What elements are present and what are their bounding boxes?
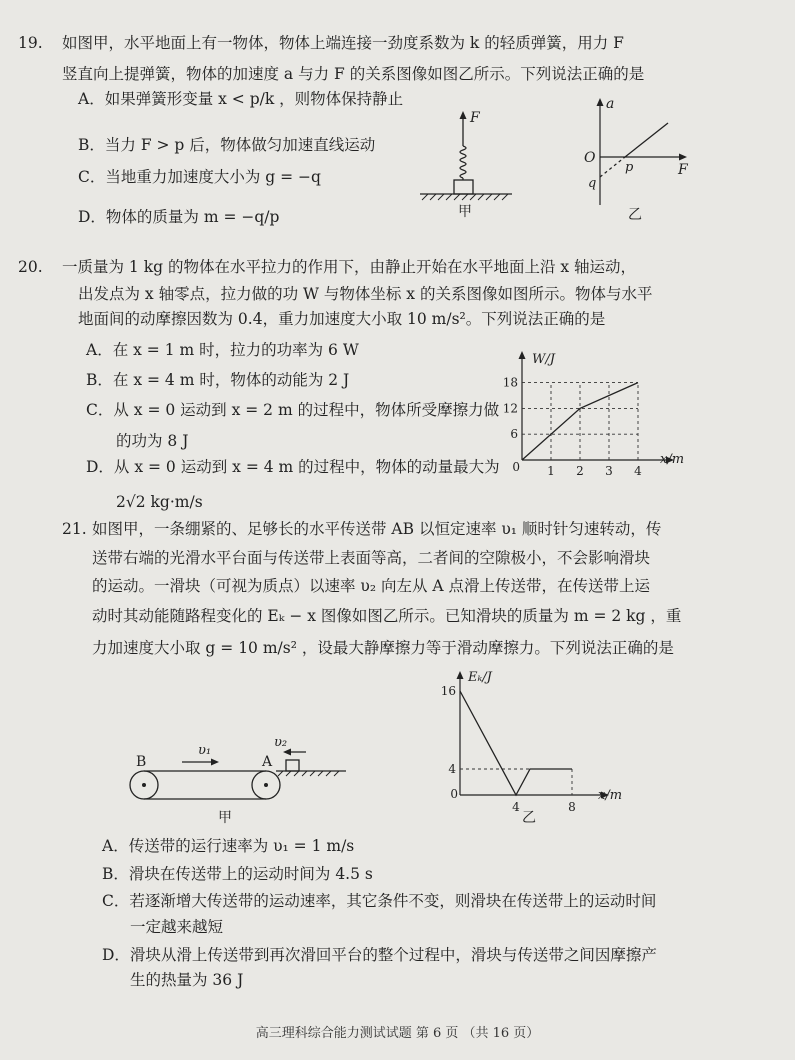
q20-stem-line2: 出发点为 x 轴零点，拉力做的功 W 与物体坐标 x 的关系图像如图所示。物体与水平 [78, 285, 653, 303]
slider-block-icon [286, 760, 299, 771]
p-label: p [625, 160, 634, 175]
q21-stem-line2: 送带右端的光滑水平台面与传送带上表面等高，二者间的空隙极小，不会影响滑块 [92, 549, 651, 567]
fig-caption-yi: 乙 [628, 207, 642, 223]
v1-arrow-icon [211, 759, 219, 766]
q19-fig-aF-graph [570, 95, 695, 225]
label-b: B [136, 754, 147, 770]
q21-series-line [460, 691, 572, 795]
q19-option-c: C．当地重力加速度大小为 g = −q [78, 168, 321, 186]
q21-stem-line4: 动时其动能随路程变化的 Eₖ − x 图像如图乙所示。已知滑块的质量为 m = 2 kg ，重 [92, 607, 682, 625]
q21-stem-line3: 的运动。一滑块（可视为质点）以速率 υ₂ 向左从 A 点滑上传送带，在传送带上运 [92, 577, 651, 595]
q21-xtick-label: 8 [568, 800, 576, 814]
q20-option-c: C．从 x = 0 运动到 x = 2 m 的过程中，物体所受摩擦力做 [86, 401, 500, 419]
q21-chart [438, 665, 638, 825]
q21-option-d-cont: 生的热量为 36 J [130, 971, 244, 989]
q21-fig-conveyor [126, 730, 356, 825]
q19-option-b: B．当力 F > p 后，物体做匀加速直线运动 [78, 136, 376, 154]
svg-text:0: 0 [450, 787, 458, 801]
q20-option-d: D．从 x = 0 运动到 x = 4 m 的过程中，物体的动量最大为 [86, 458, 500, 476]
q20-stem-line1: 一质量为 1 kg 的物体在水平拉力的作用下，由静止开始在水平地面上沿 x 轴运动， [62, 258, 637, 276]
q20-xtick-label: 1 [547, 464, 555, 478]
label-v2: υ₂ [274, 735, 288, 750]
q21-stem-line5: 力加速度大小取 g = 10 m/s² ，设最大静摩擦力等于滑动摩擦力。下列说法正确的是 [92, 639, 674, 657]
label-v1: υ₁ [198, 743, 212, 758]
axis-F-label: F [678, 162, 688, 178]
q21-ylabel: Eₖ/J [468, 670, 492, 685]
label-a: A [262, 754, 273, 770]
fig-caption-jia: 甲 [458, 204, 472, 220]
q20-option-c-cont: 的功为 8 J [116, 432, 189, 450]
q20-xtick-label: 3 [605, 464, 613, 478]
force-arrow-icon [460, 111, 467, 119]
q20-chart [498, 345, 698, 478]
q19-stem-line2: 竖直向上提弹簧，物体的加速度 a 与力 F 的关系图像如图乙所示。下列说法正确的是 [62, 65, 645, 83]
q21-option-b: B．滑块在传送带上的运动时间为 4.5 s [102, 865, 373, 883]
q21-stem-line1: 如图甲，一条绷紧的、足够长的水平传送带 AB 以恒定速率 υ₁ 顺时针匀速转动，传 [92, 520, 662, 538]
q19-option-a: A．如果弹簧形变量 x < p/k ，则物体保持静止 [78, 90, 404, 108]
q21-option-c: C．若逐渐增大传送带的运动速率，其它条件不变，则滑块在传送带上的运动时间 [102, 892, 657, 910]
q20-ytick-label: 12 [502, 401, 518, 416]
q21-caption-jia: 甲 [218, 810, 232, 826]
q19-stem-line1: 如图甲，水平地面上有一物体，物体上端连接一劲度系数为 k 的轻质弹簧，用力 F [62, 34, 624, 52]
q20-option-a: A．在 x = 1 m 时，拉力的功率为 6 W [86, 341, 359, 359]
q20-ytick-label: 6 [510, 427, 518, 442]
ground-hatch [422, 194, 508, 200]
q21-option-c-cont: 一定越来越短 [130, 918, 224, 936]
svg-text:0: 0 [512, 460, 520, 474]
origin-label: O [584, 150, 596, 166]
q21-caption-yi: 乙 [522, 810, 536, 826]
q21-option-a: A．传送带的运行速率为 υ₁ = 1 m/s [102, 837, 355, 855]
page-footer: 高三理科综合能力测试试题 第 6 页 （共 16 页） [255, 1026, 540, 1041]
q20-xtick-label: 2 [576, 464, 584, 478]
block-icon [454, 180, 473, 194]
q21-xlabel: x/m [598, 788, 623, 803]
q21-option-d: D．滑块从滑上传送带到再次滑回平台的整个过程中，滑块与传送带之间因摩擦产 [102, 946, 657, 964]
q21-ytick-label: 16 [440, 684, 456, 698]
force-label: F [470, 110, 480, 126]
q20-xtick-label: 4 [634, 464, 642, 478]
q20-ytick-label: 18 [502, 375, 518, 390]
q19-option-d: D．物体的质量为 m = −q/p [78, 208, 280, 226]
q20-option-d-cont: 2√2 kg·m/s [116, 493, 203, 511]
q21-ytick-label: 4 [448, 762, 456, 776]
q21-number: 21. [62, 520, 87, 538]
q20-xlabel: x/m [660, 452, 685, 467]
q20-ylabel: W/J [532, 352, 555, 367]
q20-option-b: B．在 x = 4 m 时，物体的动能为 2 J [86, 371, 350, 389]
q19-fig-spring [420, 108, 530, 218]
q20-number: 20. [18, 258, 43, 276]
q19-number: 19. [18, 34, 43, 52]
q20-stem-line3: 地面间的动摩擦因数为 0.4，重力加速度大小取 10 m/s²。下列说法正确的是 [78, 310, 606, 328]
q-label: q [588, 176, 597, 191]
spring-icon [460, 146, 466, 178]
q21-xtick-label: 4 [512, 800, 520, 814]
axis-a-label: a [606, 96, 615, 112]
